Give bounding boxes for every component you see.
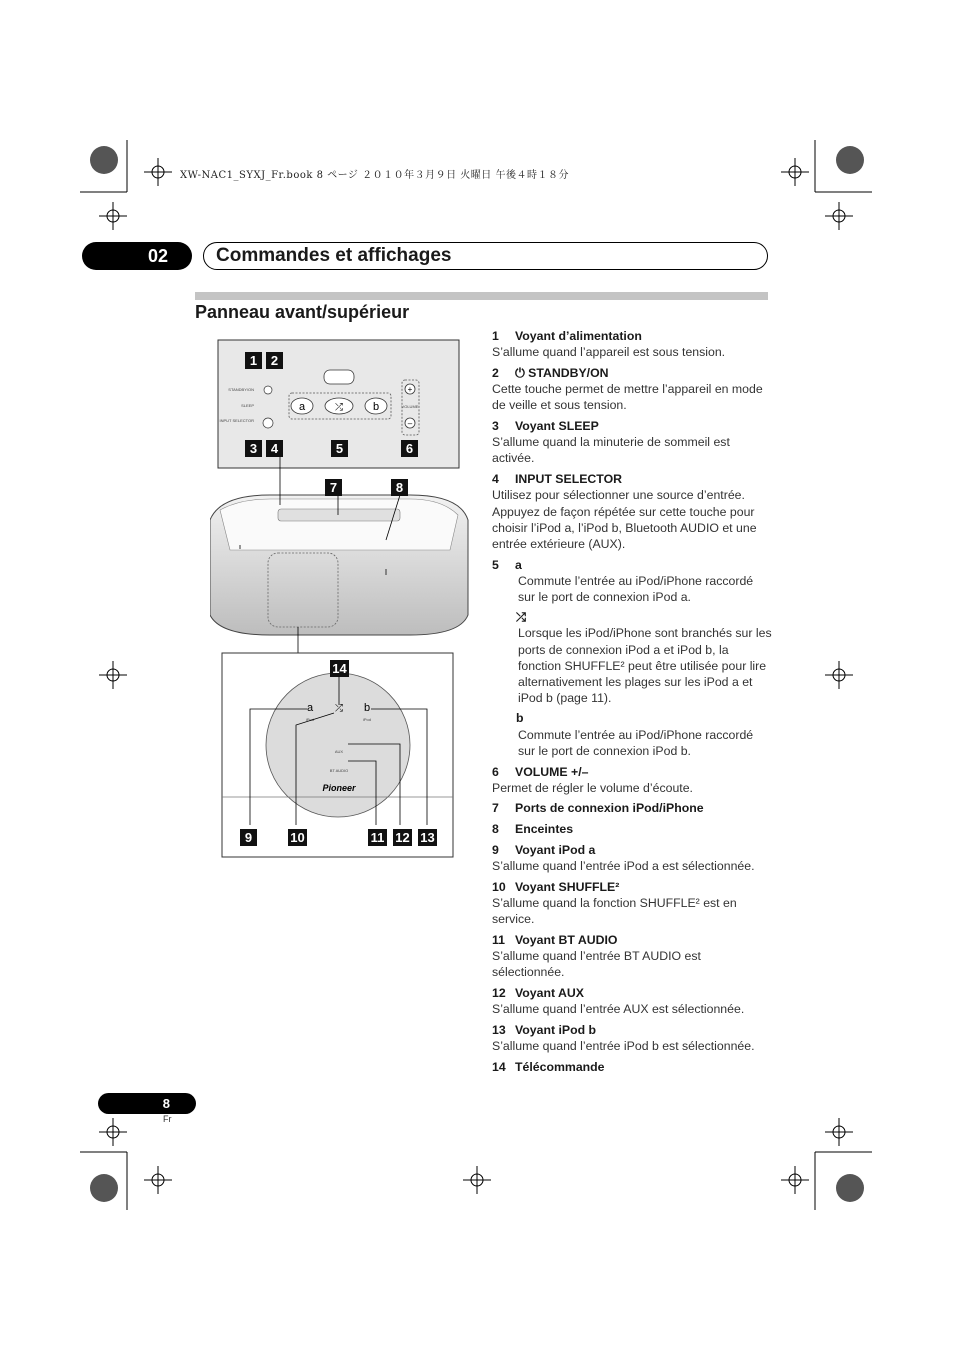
callout-label: 9 xyxy=(244,830,253,845)
button-b-label: b xyxy=(372,401,380,413)
item-description: Permet de régler le volume d’écoute. xyxy=(492,780,693,795)
button-a-label: a xyxy=(298,401,306,413)
svg-text:SLEEP: SLEEP xyxy=(241,403,254,408)
item-3: 3 Voyant SLEEP S’allume quand la minuterie de sommeil est activée. xyxy=(492,418,772,467)
device-figure xyxy=(210,335,472,865)
item-title: Enceintes xyxy=(515,822,574,837)
item-title: Voyant iPod b xyxy=(515,1022,597,1037)
item-title: Voyant d’alimentation xyxy=(515,329,642,343)
callout-label: 5 xyxy=(335,441,344,456)
item-10: 10 Voyant SHUFFLE² S’allume quand la fonction SHUFFLE² est en service. xyxy=(492,879,772,928)
svg-text:⤮: ⤮ xyxy=(335,703,343,714)
callout-label: 14 xyxy=(332,661,347,676)
shuffle-icon: ⤮ xyxy=(335,402,343,413)
item-description: S’allume quand l’entrée iPod a est sélectionnée. xyxy=(492,859,755,874)
item-13: 13 Voyant iPod b S’allume quand l’entrée iPod b est sélectionnée. xyxy=(492,1022,772,1054)
svg-text:VOLUME: VOLUME xyxy=(401,404,419,409)
chapter-title: Commandes et affichages xyxy=(216,245,452,266)
item-list xyxy=(492,328,772,1080)
callout-label: 4 xyxy=(270,441,279,456)
item-description: S’allume quand l’entrée BT AUDIO est sélectionnée. xyxy=(492,949,701,980)
svg-text:STANDBY/ON: STANDBY/ON xyxy=(228,387,254,392)
item-title: Télécommande xyxy=(515,1059,605,1074)
item-description: S’allume quand l’appareil est sous tension. xyxy=(492,345,726,360)
item-2: 2 ⏻ STANDBY/ON Cette touche permet de mettre l’appareil en mode de veille et sous tension. xyxy=(492,365,772,414)
chapter-number: 02 xyxy=(82,242,192,270)
callout-label: 7 xyxy=(329,480,338,495)
item-description: Cette touche permet de mettre l’appareil en mode de veille et sous tension. xyxy=(492,382,763,413)
item-title: ⏻ STANDBY/ON xyxy=(515,365,609,380)
item-6: 6 VOLUME +/– Permet de régler le volume d’écoute. xyxy=(492,764,772,796)
standby-button xyxy=(264,386,272,394)
callout-label: 2 xyxy=(270,353,279,368)
section-bar xyxy=(195,292,768,300)
item-description: S’allume quand l’entrée iPod b est sélectionnée. xyxy=(492,1039,755,1054)
item-title: Ports de connexion iPod/iPhone xyxy=(515,801,704,816)
item-description: S’allume quand l’entrée AUX est sélectionnée. xyxy=(492,1002,745,1017)
item-title: Voyant SHUFFLE² xyxy=(515,879,620,894)
item-11: 11 Voyant BT AUDIO S’allume quand l’entrée BT AUDIO est sélectionnée. xyxy=(492,932,772,981)
callout-label: 1 xyxy=(249,353,258,368)
item-4: 4 INPUT SELECTOR Utilisez pour sélectionner une source d’entrée. Appuyez de façon répétée sur cette touche pour choisir l’iPod a, l’iPod b, Bluetooth AUDIO et une entrée extérieure (AUX). xyxy=(492,471,772,552)
item-title: a xyxy=(515,557,522,572)
item-12: 12 Voyant AUX S’allume quand l’entrée AUX est sélectionnée. xyxy=(492,985,772,1017)
item-title: VOLUME +/– xyxy=(515,764,589,779)
item-title: INPUT SELECTOR xyxy=(515,472,623,487)
sub-item: ⤮ Lorsque les iPod/iPhone sont branchés sur les ports de connexion iPod a et iPod b, la fonction SHUFFLE² peut être utilisée pour lire alternativement les plages sur les iPod a et iPod b (page 11). xyxy=(516,610,772,706)
item-description: S’allume quand la minuterie de sommeil est activée. xyxy=(492,435,730,466)
svg-text:BT AUDIO: BT AUDIO xyxy=(329,768,349,773)
svg-text:INPUT SELECTOR: INPUT SELECTOR xyxy=(219,418,254,423)
item-7: 7 Ports de connexion iPod/iPhone xyxy=(492,801,704,816)
input-selector-button xyxy=(263,418,273,428)
page-number: 8 xyxy=(98,1093,196,1114)
callout-label: 11 xyxy=(370,830,385,845)
item-description: Utilisez pour sélectionner une source d’entrée. Appuyez de façon répétée sur cette touche pour choisir l’iPod a, l’iPod b, Bluetooth AUDIO et une entrée extérieure (AUX). xyxy=(492,488,757,551)
item-title: Voyant BT AUDIO xyxy=(515,932,618,947)
callout-label: 10 xyxy=(290,830,305,845)
callout-label: 3 xyxy=(249,441,258,456)
callout-label: 12 xyxy=(395,830,410,845)
svg-text:iPod: iPod xyxy=(362,717,372,722)
callout-label: 6 xyxy=(405,441,414,456)
item-1: 1 Voyant d’alimentation S’allume quand l’appareil est sous tension. xyxy=(492,328,772,360)
svg-text:b: b xyxy=(363,702,371,714)
item-description: S’allume quand la fonction SHUFFLE² est en service. xyxy=(492,896,737,927)
section-title: Panneau avant/supérieur xyxy=(195,302,410,322)
svg-text:Pioneer: Pioneer xyxy=(322,783,356,793)
callout-label: 13 xyxy=(420,830,435,845)
item-14: 14 Télécommande xyxy=(492,1059,605,1074)
sub-item: Commute l’entrée au iPod/iPhone raccordé sur le port de connexion iPod a. xyxy=(518,573,754,605)
sub-item: b Commute l’entrée au iPod/iPhone raccordé sur le port de connexion iPod b. xyxy=(516,711,754,758)
item-title: Voyant SLEEP xyxy=(515,419,599,434)
item-9: 9 Voyant iPod a S’allume quand l’entrée iPod a est sélectionnée. xyxy=(492,842,772,874)
page-language: Fr xyxy=(163,1114,172,1124)
item-5: 5 a Commute l’entrée au iPod/iPhone raccordé sur le port de connexion iPod a. ⤮ Lorsque les iPod/iPhone sont branchés sur les ports de connexion iPod a et iPod b, la fonction SHUFFLE² peut être utilisée pour lire alternativement les plages sur les iPod a et iPod b (page 11). b Commute l’entrée au iPod/iPhone raccordé sur le port de connexion iPod b. xyxy=(492,557,772,758)
item-title: Voyant AUX xyxy=(515,986,585,1001)
print-header: XW-NAC1_SYXJ_Fr.book 8 ページ ２０１０年３月９日 火曜日 午後４時１８分 xyxy=(180,170,569,181)
item-title: Voyant iPod a xyxy=(515,842,596,857)
svg-text:a: a xyxy=(306,702,314,714)
svg-text:AUX: AUX xyxy=(334,749,344,754)
item-8: 8 Enceintes xyxy=(492,822,574,837)
svg-text:–: – xyxy=(407,419,413,428)
svg-text:iPod: iPod xyxy=(305,717,315,722)
svg-text:+: + xyxy=(407,385,413,394)
callout-label: 8 xyxy=(395,480,404,495)
